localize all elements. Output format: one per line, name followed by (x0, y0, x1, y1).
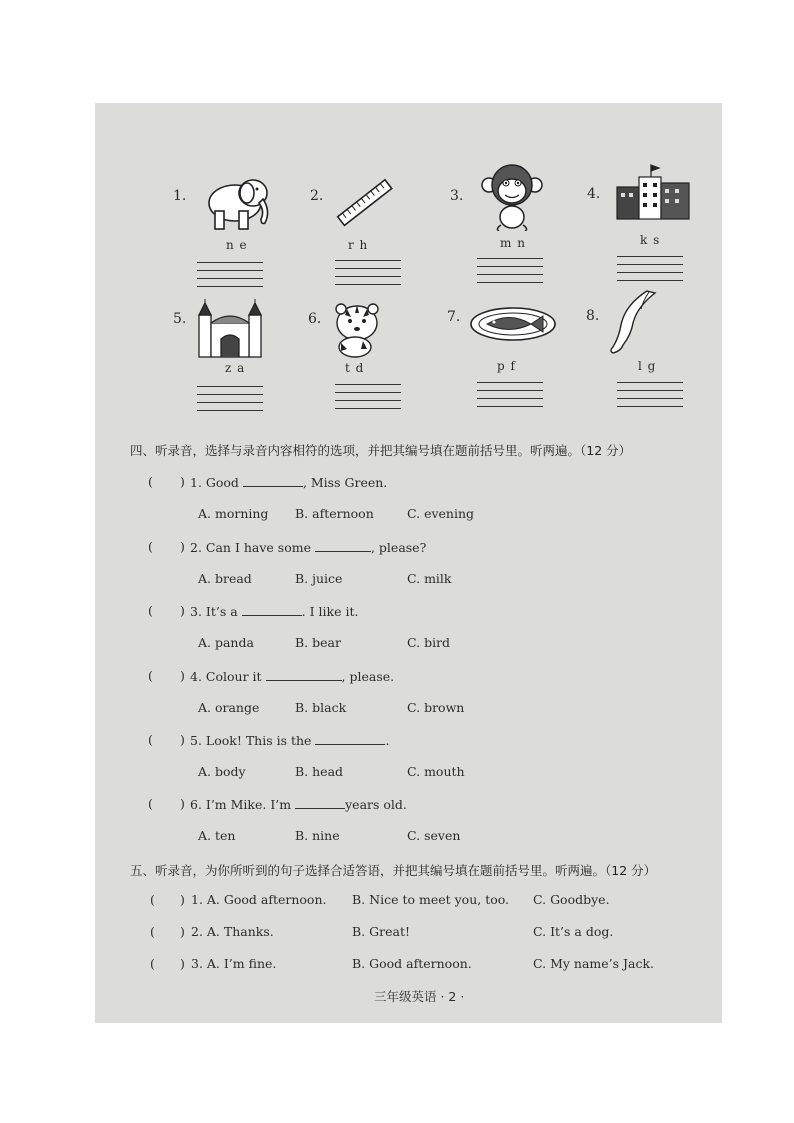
answer-paren-open[interactable]: ( (148, 603, 153, 618)
answer-paren-open[interactable]: ( (148, 474, 153, 489)
option-c: C. milk (407, 571, 452, 586)
option-a: A. body (198, 764, 246, 779)
item-number: 3. (450, 188, 464, 204)
letter-hint: l g (638, 359, 657, 373)
answer-paren-open[interactable]: ( (148, 796, 153, 811)
option-b: B. Good afternoon. (352, 956, 472, 971)
exam-page (95, 103, 722, 1023)
blank-line[interactable] (266, 668, 342, 681)
option-b: B. Nice to meet you, too. (352, 892, 510, 907)
monkey-icon (481, 163, 543, 231)
question-text (190, 796, 407, 812)
blank-line[interactable] (243, 474, 303, 487)
option-b: B. head (295, 764, 344, 779)
option-c: C. Goodbye. (533, 892, 610, 907)
option-b: B. nine (295, 828, 340, 843)
item-number: 5. (173, 311, 187, 327)
answer-paren-close[interactable]: ) (180, 732, 185, 747)
option-b: B. juice (295, 571, 343, 586)
elephant-icon (201, 171, 275, 233)
question-prefix: 5. Look! This is the (190, 733, 312, 748)
answer-paren-close[interactable]: ) (180, 668, 185, 683)
ruler-icon (333, 173, 397, 233)
leg-icon (607, 289, 659, 355)
question-suffix: years old. (345, 797, 407, 812)
letter-hint: n e (226, 238, 248, 252)
item-number: 2. (310, 188, 324, 204)
question-prefix: 2. Can I have some (190, 540, 311, 555)
question-prefix: 1. Good (190, 475, 239, 490)
writing-lines[interactable] (335, 377, 401, 409)
item-number: 7. (447, 309, 461, 325)
option-c: C. seven (407, 828, 461, 843)
letter-hint: k s (640, 233, 661, 247)
question-text (190, 539, 426, 555)
answer-paren-open[interactable]: ( (148, 732, 153, 747)
option-b: B. afternoon (295, 506, 374, 521)
question-suffix: , Miss Green. (302, 475, 388, 490)
option-a: A. morning (198, 506, 269, 521)
letter-hint: p f (497, 359, 516, 373)
answer-paren-close[interactable]: ) (180, 539, 185, 554)
letter-hint: t d (345, 361, 365, 375)
option-c: C. mouth (407, 764, 465, 779)
section-4-heading: 四、听录音，选择与录音内容相符的选项，并把其编号填在题前括号里。听两遍。（12 分） (130, 443, 632, 458)
item-number: 6. (308, 311, 322, 327)
option-b: B. Great! (352, 924, 410, 939)
question-suffix: , please. (341, 669, 395, 684)
question-prefix: 6. I’m Mike. I’m (190, 797, 292, 812)
blank-line[interactable] (295, 796, 345, 809)
question-text (190, 732, 389, 748)
school-building-icon (615, 163, 691, 223)
option-a: 3. A. I’m fine. (191, 956, 277, 971)
option-b: B. bear (295, 635, 341, 650)
answer-paren-close[interactable]: ) (180, 892, 185, 907)
answer-paren-close[interactable]: ) (180, 956, 185, 971)
answer-paren-close[interactable]: ) (180, 603, 185, 618)
question-suffix: . (385, 733, 390, 748)
question-suffix: , please? (370, 540, 427, 555)
option-c: C. It’s a dog. (533, 924, 614, 939)
writing-lines[interactable] (477, 375, 543, 407)
letter-hint: r h (348, 238, 369, 252)
question-prefix: 3. It’s a (190, 604, 238, 619)
tiger-icon (327, 301, 387, 359)
writing-lines[interactable] (335, 253, 401, 285)
option-a: 1. A. Good afternoon. (191, 892, 327, 907)
answer-paren-close[interactable]: ) (180, 796, 185, 811)
answer-paren-open[interactable]: ( (148, 539, 153, 554)
letter-hint: m n (500, 236, 526, 250)
option-a: A. bread (198, 571, 252, 586)
option-c: C. My name’s Jack. (533, 956, 655, 971)
answer-paren-open[interactable]: ( (150, 924, 155, 939)
option-b: B. black (295, 700, 347, 715)
answer-paren-open[interactable]: ( (150, 956, 155, 971)
writing-lines[interactable] (197, 379, 263, 411)
blank-line[interactable] (315, 732, 385, 745)
writing-lines[interactable] (197, 255, 263, 287)
option-c: C. brown (407, 700, 465, 715)
item-number: 4. (587, 186, 601, 202)
answer-paren-close[interactable]: ) (180, 924, 185, 939)
section-5-heading: 五、听录音，为你所听到的句子选择合适答语，并把其编号填在题前括号里。听两遍。（12 分） (130, 863, 657, 878)
writing-lines[interactable] (617, 375, 683, 407)
blank-line[interactable] (315, 539, 371, 552)
item-number: 1. (173, 188, 187, 204)
letter-hint: z a (225, 361, 246, 375)
fish-on-plate-icon (469, 305, 557, 343)
question-suffix: . I like it. (301, 604, 359, 619)
answer-paren-open[interactable]: ( (150, 892, 155, 907)
writing-lines[interactable] (477, 251, 543, 283)
answer-paren-close[interactable]: ) (180, 474, 185, 489)
page-footer: 三年级英语 · 2 · (374, 989, 465, 1004)
question-text (190, 668, 394, 684)
option-a: A. orange (198, 700, 260, 715)
question-text (190, 603, 358, 619)
question-prefix: 4. Colour it (190, 669, 262, 684)
option-c: C. evening (407, 506, 475, 521)
question-text (190, 474, 387, 490)
blank-line[interactable] (242, 603, 302, 616)
option-a: 2. A. Thanks. (191, 924, 274, 939)
answer-paren-open[interactable]: ( (148, 668, 153, 683)
item-number: 8. (586, 308, 600, 324)
writing-lines[interactable] (617, 249, 683, 281)
zoo-gate-icon (195, 299, 265, 359)
option-c: C. bird (407, 635, 451, 650)
option-a: A. ten (198, 828, 236, 843)
option-a: A. panda (198, 635, 254, 650)
